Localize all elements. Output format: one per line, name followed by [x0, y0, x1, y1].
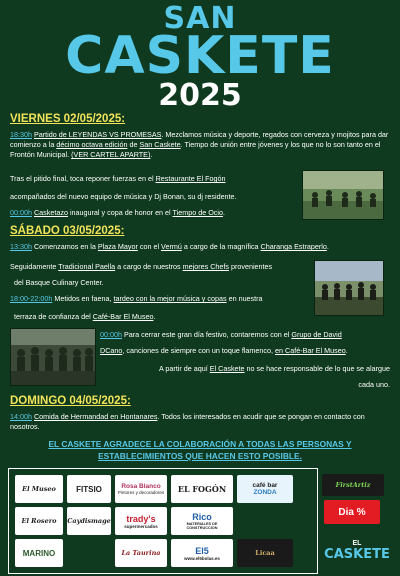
sponsor-la-taurina: La Taurina — [115, 539, 167, 567]
title-san: SAN — [163, 1, 237, 36]
friday-time-1: 18:30h — [10, 130, 32, 139]
friday-heading: VIERNES 02/05/2025: — [10, 113, 126, 125]
thanks-message: EL CASKETE AGRADECE LA COLABORACIÓN A TODAS LAS PERSONAS Y ESTABLECIMIENTOS QUE HACEN ESTO POSIBLE. — [48, 439, 352, 461]
sponsors-grid — [8, 468, 318, 574]
sponsor-el5: El5 www.el5bolas.es — [171, 539, 233, 567]
sunday-heading: DOMINGO 04/05/2025: — [10, 395, 131, 407]
title-caskete: CASKETE — [65, 26, 335, 86]
sponsor-fitsio: FITSIO — [67, 475, 111, 503]
friday-paragraph-4: 00:00h Casketazo inaugural y copa de honor en el Tiempo de Ocio. — [10, 208, 225, 217]
group-photo-image — [11, 329, 95, 385]
sunday-paragraph-1: 14:00h Comida de Hermandad en Hontanares. Todos los interesados en acudir que se pongan en contacto con nosotros. — [10, 412, 365, 431]
saturday-paragraph-8: A partir de aquí El Caskete no se hace responsable de lo que se alargue — [159, 364, 390, 373]
sponsor-el-rosero: El Rosero — [15, 507, 63, 535]
saturday-photo-group — [10, 328, 96, 386]
saturday-paragraph-4: 18:00-22:00h Metidos en faena, tardeo con la mejor música y copas en nuestra — [10, 294, 263, 303]
friday-paragraph-2: Tras el pitido final, toca reponer fuerzas en el Restaurante El Fogón — [10, 174, 226, 183]
sponsor-caydismage: Caydismage — [67, 507, 111, 535]
footer-caskete-logo: EL CASKETE — [324, 540, 390, 562]
saturday-paragraph-9: cada uno. — [358, 380, 390, 389]
sponsor-cafe-bar-zonda: café bar ZONDA — [237, 475, 293, 503]
friday-paragraph-1: 18:30h Partido de LEYENDAS VS PROMESAS. Mezclamos música y deporte, regados con cerveza y mojitos para dar comienzo a la décimo octava edición de San Caskete. Tiempo de unión entre jóvenes y los que no lo son tanto en el Frontón Municipal. (VER CARTEL APARTE). — [10, 130, 389, 159]
sponsor-el-fogon: EL FOGÓN — [171, 475, 233, 503]
sponsor-licaa: Licaa — [237, 539, 293, 567]
saturday-paragraph-3: del Basque Culinary Center. — [14, 278, 104, 287]
saturday-photo-paella — [314, 260, 384, 316]
poster-link[interactable]: (VER CARTEL APARTE) — [71, 150, 151, 159]
friday-paragraph-3: acompañados del nuevo equipo de música y Dj Bonan, su dj residente. — [10, 192, 237, 201]
sponsor-tradys: trady's supermercados — [115, 507, 167, 535]
frontón-photo-image — [303, 171, 383, 219]
friday-event-1: Partido de LEYENDAS VS PROMESAS — [33, 130, 162, 139]
title-year: 2025 — [158, 78, 242, 113]
paella-photo-image — [315, 261, 383, 315]
saturday-paragraph-1: 13:30h Comenzamos en la Plaza Mayor con el Vermú a cargo de la magnífica Charanga Estraperlo. — [10, 242, 329, 251]
saturday-paragraph-6: 00:00h Para cerrar este gran día festivo, contaremos con el Grupo de David — [100, 330, 342, 339]
sponsor-firstartiz: FirstArtiz — [322, 474, 384, 496]
sponsor-el-museo: El Museo — [15, 475, 63, 503]
saturday-paragraph-7: DCano, canciones de siempre con un toque flamenco, en Café-Bar El Museo. — [100, 346, 348, 355]
saturday-paragraph-2: Seguidamente Tradicional Paella a cargo de nuestros mejores Chefs provenientes — [10, 262, 273, 271]
saturday-heading: SÁBADO 03/05/2025: — [10, 225, 125, 237]
saturday-paragraph-5: terraza de confianza del Café-Bar El Museo. — [14, 312, 156, 321]
sponsor-rico: Rico MATERIALES DE CONSTRUCCION — [171, 507, 233, 535]
friday-photo — [302, 170, 384, 220]
sponsor-rosa-blanco: Rosa Blanco Pintores y decoradores — [115, 475, 167, 503]
sponsor-dia: Dia % — [324, 500, 380, 524]
sponsor-marino: MARINO — [15, 539, 63, 567]
